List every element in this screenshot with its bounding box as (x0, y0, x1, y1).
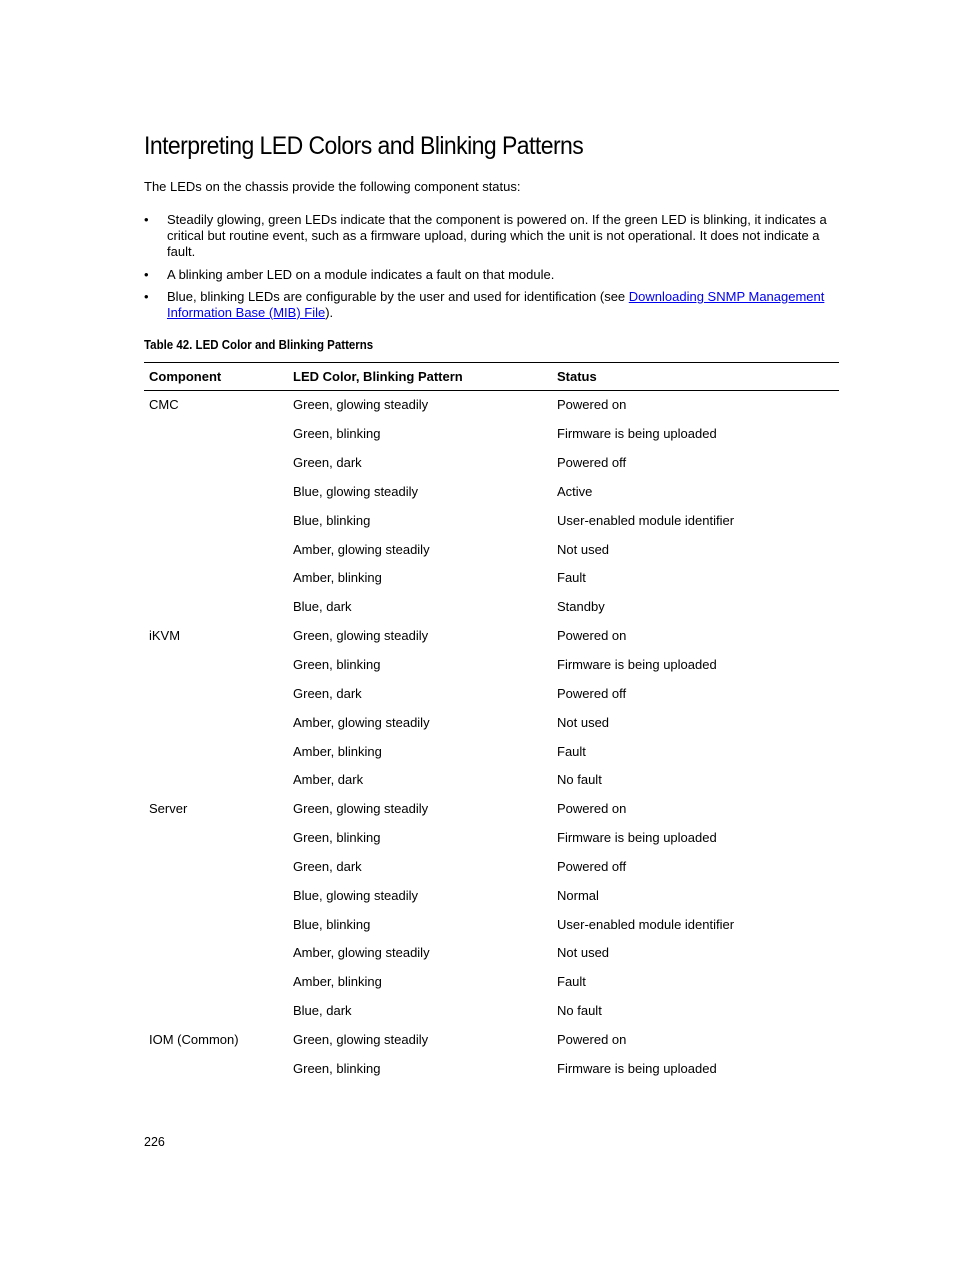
cell-component (144, 506, 288, 535)
cell-status: Not used (557, 945, 610, 961)
bullet-icon: • (144, 212, 149, 227)
cell-component (144, 853, 288, 882)
table-row (144, 853, 839, 882)
bullet-list (144, 212, 834, 321)
cell-component (144, 881, 288, 910)
header-status: Status (552, 363, 839, 391)
bullet-icon: • (144, 289, 149, 304)
cell-status: Not used (557, 714, 610, 730)
cell-status: Firmware is being uploaded (557, 426, 717, 442)
cell-status: Normal (557, 887, 599, 903)
cell-component (144, 766, 288, 795)
table-row (144, 564, 839, 593)
bullet-text: Blue, blinking LEDs are configurable by the user and used for identification (see (167, 289, 629, 304)
cell-component: Server (149, 801, 188, 817)
table-row (144, 622, 839, 651)
table-row (144, 708, 839, 737)
bullet-icon: • (144, 267, 149, 282)
cell-component (144, 737, 288, 766)
cell-status: Active (557, 483, 593, 499)
list-item (144, 267, 834, 283)
table-row (144, 449, 839, 478)
cell-status: No fault (557, 772, 602, 788)
cell-led-pattern: Green, dark (293, 858, 362, 874)
cell-led-pattern: Blue, glowing steadily (293, 887, 419, 903)
table-row (144, 478, 839, 507)
cell-component: CMC (149, 397, 179, 413)
cell-component (144, 449, 288, 478)
cell-led-pattern: Green, glowing steadily (293, 397, 429, 413)
cell-status: Standby (557, 599, 605, 615)
table-row (144, 1026, 839, 1055)
cell-status: User-enabled module identifier (557, 512, 735, 528)
table-row (144, 737, 839, 766)
cell-led-pattern: Blue, dark (293, 1003, 352, 1019)
cell-led-pattern: Blue, blinking (293, 512, 371, 528)
cell-status: Powered off (557, 858, 627, 874)
cell-status: Firmware is being uploaded (557, 830, 717, 846)
cell-status: Firmware is being uploaded (557, 657, 717, 673)
cell-component (144, 535, 288, 564)
cell-status: Powered on (557, 397, 627, 413)
table-caption: Table 42. LED Color and Blinking Patterns (144, 338, 374, 352)
table-row (144, 391, 839, 420)
cell-led-pattern: Blue, blinking (293, 916, 371, 932)
page-title: Interpreting LED Colors and Blinking Patterns (144, 132, 584, 160)
cell-component: IOM (Common) (149, 1031, 239, 1047)
cell-led-pattern: Green, blinking (293, 1060, 381, 1076)
cell-component (144, 1054, 288, 1083)
cell-led-pattern: Green, dark (293, 455, 362, 471)
table-row (144, 1054, 839, 1083)
bullet-text: Steadily glowing, green LEDs indicate that the component is powered on. If the green LED is blinking, it indicates a critical but routine event, such as a firmware upload, during which the unit is not operational. It does not indicate a fault. (167, 212, 827, 259)
table-row (144, 651, 839, 680)
table-row (144, 910, 839, 939)
cell-status: Firmware is being uploaded (557, 1060, 717, 1076)
cell-component (144, 679, 288, 708)
cell-status: Fault (557, 974, 586, 990)
cell-status: Fault (557, 743, 586, 759)
table-row (144, 420, 839, 449)
table-row (144, 939, 839, 968)
table-body (144, 391, 839, 1084)
cell-component (144, 564, 288, 593)
bullet-text-end: ). (325, 305, 334, 320)
table-header-row (144, 363, 839, 391)
cell-status: User-enabled module identifier (557, 916, 735, 932)
table-row (144, 968, 839, 997)
table-row (144, 535, 839, 564)
cell-component (144, 997, 288, 1026)
cell-status: Powered on (557, 801, 627, 817)
cell-status: No fault (557, 1003, 602, 1019)
cell-component (144, 420, 288, 449)
cell-led-pattern: Amber, glowing steadily (293, 945, 430, 961)
cell-component (144, 593, 288, 622)
cell-status: Not used (557, 541, 610, 557)
table-row (144, 881, 839, 910)
led-table (144, 362, 839, 1083)
cell-component (144, 651, 288, 680)
cell-status: Powered on (557, 628, 627, 644)
table-row (144, 679, 839, 708)
cell-led-pattern: Green, dark (293, 685, 362, 701)
cell-led-pattern: Blue, dark (293, 599, 352, 615)
cell-component: iKVM (149, 628, 181, 644)
intro-paragraph: The LEDs on the chassis provide the following component status: (144, 179, 521, 194)
cell-status: Powered on (557, 1031, 627, 1047)
table-row (144, 593, 839, 622)
cell-led-pattern: Amber, glowing steadily (293, 541, 430, 557)
cell-component (144, 910, 288, 939)
list-item (144, 212, 834, 260)
table-row (144, 997, 839, 1026)
table-row (144, 795, 839, 824)
cell-component (144, 939, 288, 968)
cell-led-pattern: Green, blinking (293, 830, 381, 846)
cell-component (144, 478, 288, 507)
header-component: Component (144, 363, 288, 391)
cell-status: Powered off (557, 685, 627, 701)
table-row (144, 766, 839, 795)
cell-led-pattern: Green, blinking (293, 426, 381, 442)
cell-status: Powered off (557, 455, 627, 471)
cell-component (144, 824, 288, 853)
cell-led-pattern: Blue, glowing steadily (293, 483, 419, 499)
table-row (144, 506, 839, 535)
cell-status: Fault (557, 570, 586, 586)
cell-led-pattern: Amber, blinking (293, 743, 382, 759)
cell-led-pattern: Amber, blinking (293, 974, 382, 990)
cell-led-pattern: Amber, blinking (293, 570, 382, 586)
cell-led-pattern: Green, glowing steadily (293, 628, 429, 644)
cell-led-pattern: Green, glowing steadily (293, 1031, 429, 1047)
table-row (144, 824, 839, 853)
cell-led-pattern: Green, glowing steadily (293, 801, 429, 817)
cell-component (144, 968, 288, 997)
cell-component (144, 708, 288, 737)
cell-led-pattern: Green, blinking (293, 657, 381, 673)
bullet-text: A blinking amber LED on a module indicates a fault on that module. (167, 267, 555, 282)
header-led-pattern: LED Color, Blinking Pattern (288, 363, 552, 391)
page-number: 226 (144, 1135, 165, 1149)
cell-led-pattern: Amber, glowing steadily (293, 714, 430, 730)
cell-led-pattern: Amber, dark (293, 772, 364, 788)
snmp-mib-link[interactable]: Downloading SNMP Management Information Base (MIB) File (167, 289, 825, 320)
list-item (144, 289, 834, 321)
